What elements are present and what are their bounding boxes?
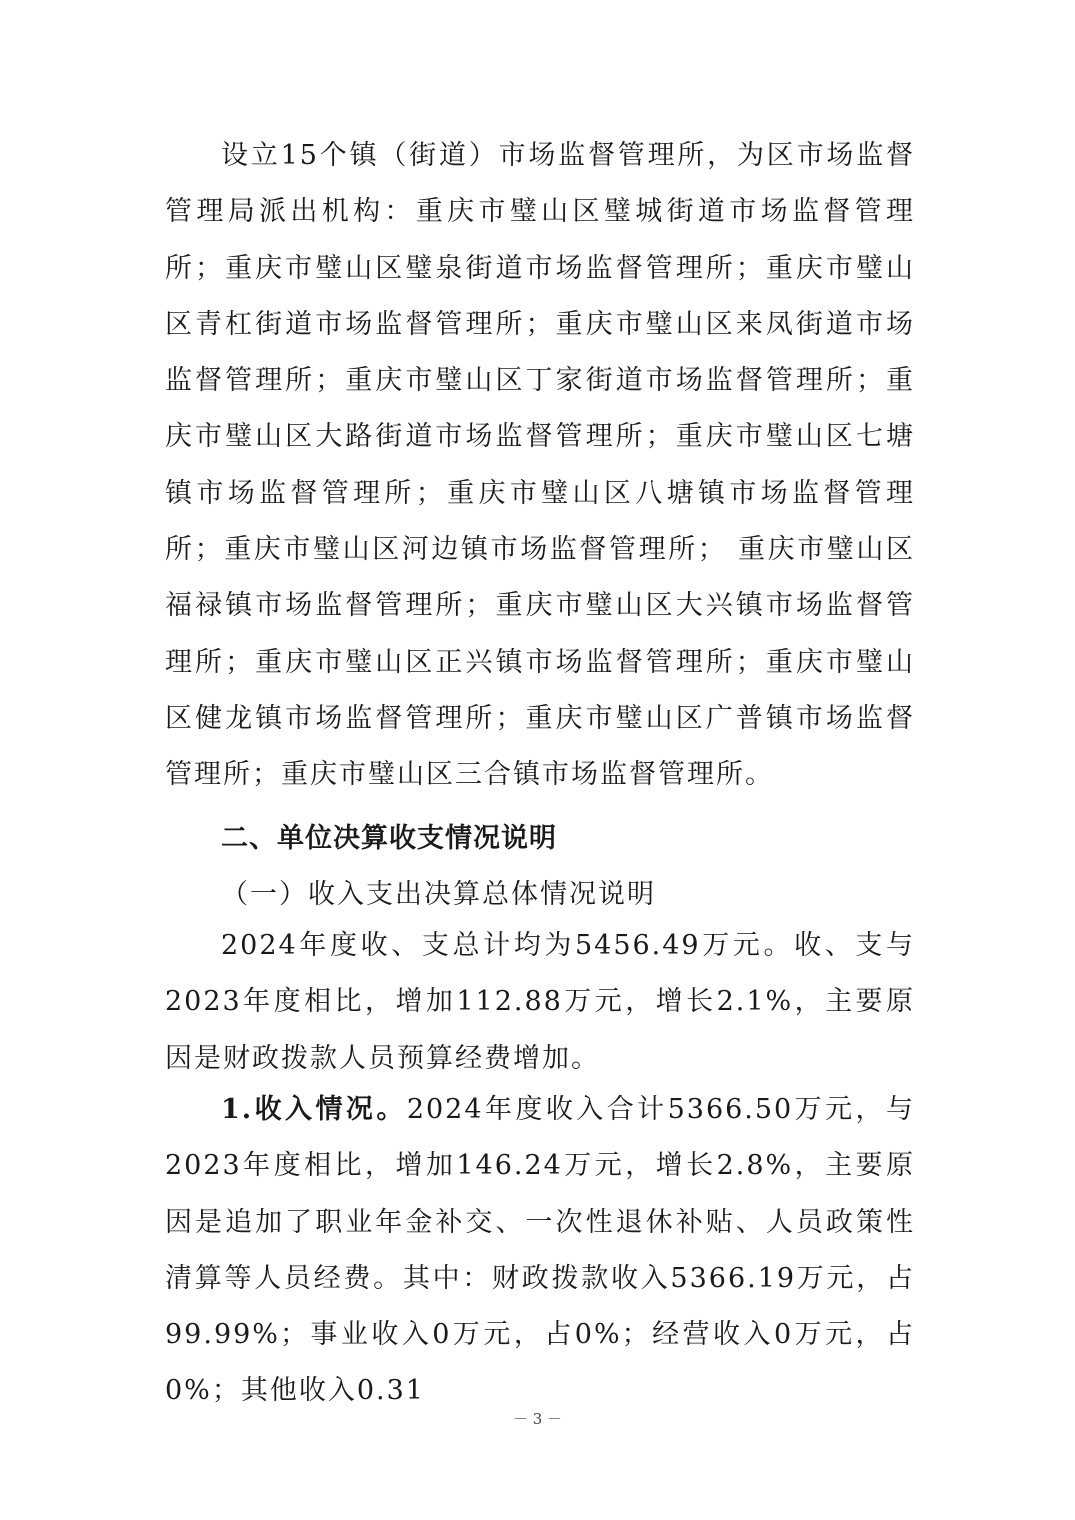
page-number: － 3 － bbox=[512, 1410, 563, 1428]
paragraph-overall: 2024年度收、支总计均为5456.49万元。收、支与2023年度相比，增加112.88万元，增长2.1%，主要原因是财政拨款人员预算经费增加。 bbox=[165, 930, 915, 1074]
institutions-block bbox=[165, 128, 915, 804]
section-two-block bbox=[165, 811, 915, 923]
income-text: 2024年度收入合计5366.50万元，与2023年度相比，增加146.24万元，增长2.8%，主要原因是追加了职业年金补交、一次性退休补贴、人员政策性清算等人员经费。其中：财政拨款收入5366.19万元，占99.99%；事业收入0万元，占0%；经营收入0万元，占0%；其他收入0.31 bbox=[165, 1094, 915, 1407]
income-block bbox=[165, 1082, 915, 1420]
overall-block bbox=[165, 918, 915, 1087]
paragraph-income bbox=[165, 1082, 915, 1420]
income-lead: 1.收入情况。 bbox=[221, 1094, 407, 1125]
paragraph-institutions: 设立15个镇（街道）市场监督管理所，为区市场监督管理局派出机构：重庆市璧山区璧城街道市场监督管理所；重庆市璧山区璧泉街道市场监督管理所；重庆市璧山区青杠街道市场监督管理所；重庆市璧山区来凤街道市场监督管理所；重庆市璧山区丁家街道市场监督管理所；重庆市璧山区大路街道市场监督管理所；重庆市璧山区七塘镇市场监督管理所；重庆市璧山区八塘镇市场监督管理所；重庆市璧山区河边镇市场监督管理所； 重庆市璧山区福禄镇市场监督管理所；重庆市璧山区大兴镇市场监督管理所；重庆市璧山区正兴镇市场监督管理所；重庆市璧山区健龙镇市场监督管理所；重庆市璧山区广普镇市场监督管理所；重庆市璧山区三合镇市场监督管理所。 bbox=[165, 140, 915, 791]
subsection-heading: （一）收入支出决算总体情况说明 bbox=[221, 879, 656, 910]
section-heading: 二、单位决算收支情况说明 bbox=[221, 823, 557, 854]
